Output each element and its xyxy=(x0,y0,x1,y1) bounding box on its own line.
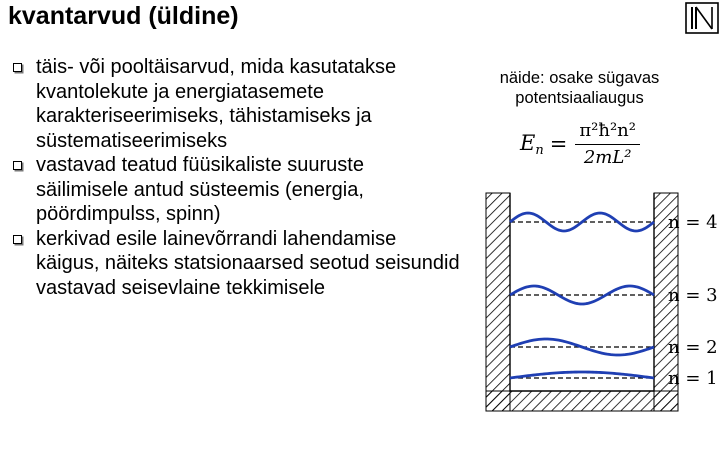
square-bullet-icon xyxy=(13,235,22,244)
left-wall xyxy=(486,193,510,411)
bullet-text: täis- või pooltäisarvud, mida kasutatakse kvantolekute ja energiatasemete karakteriseerimiseks, tähistamiseks ja süstematiseerimiseks xyxy=(36,56,397,152)
return-bar-icon[interactable] xyxy=(685,2,719,34)
bullet-item xyxy=(10,153,460,227)
bullet-text: kerkivad esile lainevõrrandi lahendamise käigus, näiteks statsionaarsed seotud seisundid vastavad seisevlaine tekkimisele xyxy=(36,227,460,299)
formula-symbol: E xyxy=(520,130,536,155)
level-label: n = 4 xyxy=(668,212,718,233)
example-line-1: näide: osake sügavas xyxy=(499,69,660,87)
formula-denominator: 2mL² xyxy=(583,147,632,168)
bullet-item xyxy=(10,55,460,153)
page-title: kvantarvud (üldine) xyxy=(8,2,239,30)
bullet-text: vastavad teatud füüsikaliste suuruste säilimisele antud süsteemis (energia, pöördimpulss, spinn) xyxy=(36,154,364,225)
square-bullet-icon xyxy=(13,63,22,72)
formula-lhs xyxy=(520,131,544,158)
bullet-item xyxy=(10,227,460,301)
bullet-list xyxy=(10,55,460,300)
energy-formula xyxy=(520,120,640,168)
well-floor xyxy=(486,391,678,411)
level-label: n = 1 xyxy=(668,368,718,389)
formula-equals: = xyxy=(549,132,568,156)
potential-well-diagram xyxy=(470,185,720,415)
example-caption xyxy=(472,68,687,108)
standing-wave xyxy=(510,372,654,378)
formula-numerator: π²ħ²n² xyxy=(575,120,640,145)
formula-subscript: n xyxy=(535,142,544,158)
level-label: n = 2 xyxy=(668,337,718,358)
example-line-2: potentsiaaliaugus xyxy=(515,89,644,107)
level-label: n = 3 xyxy=(668,285,718,306)
energy-levels xyxy=(510,212,718,389)
square-bullet-icon xyxy=(13,161,22,170)
formula-fraction xyxy=(575,120,640,168)
